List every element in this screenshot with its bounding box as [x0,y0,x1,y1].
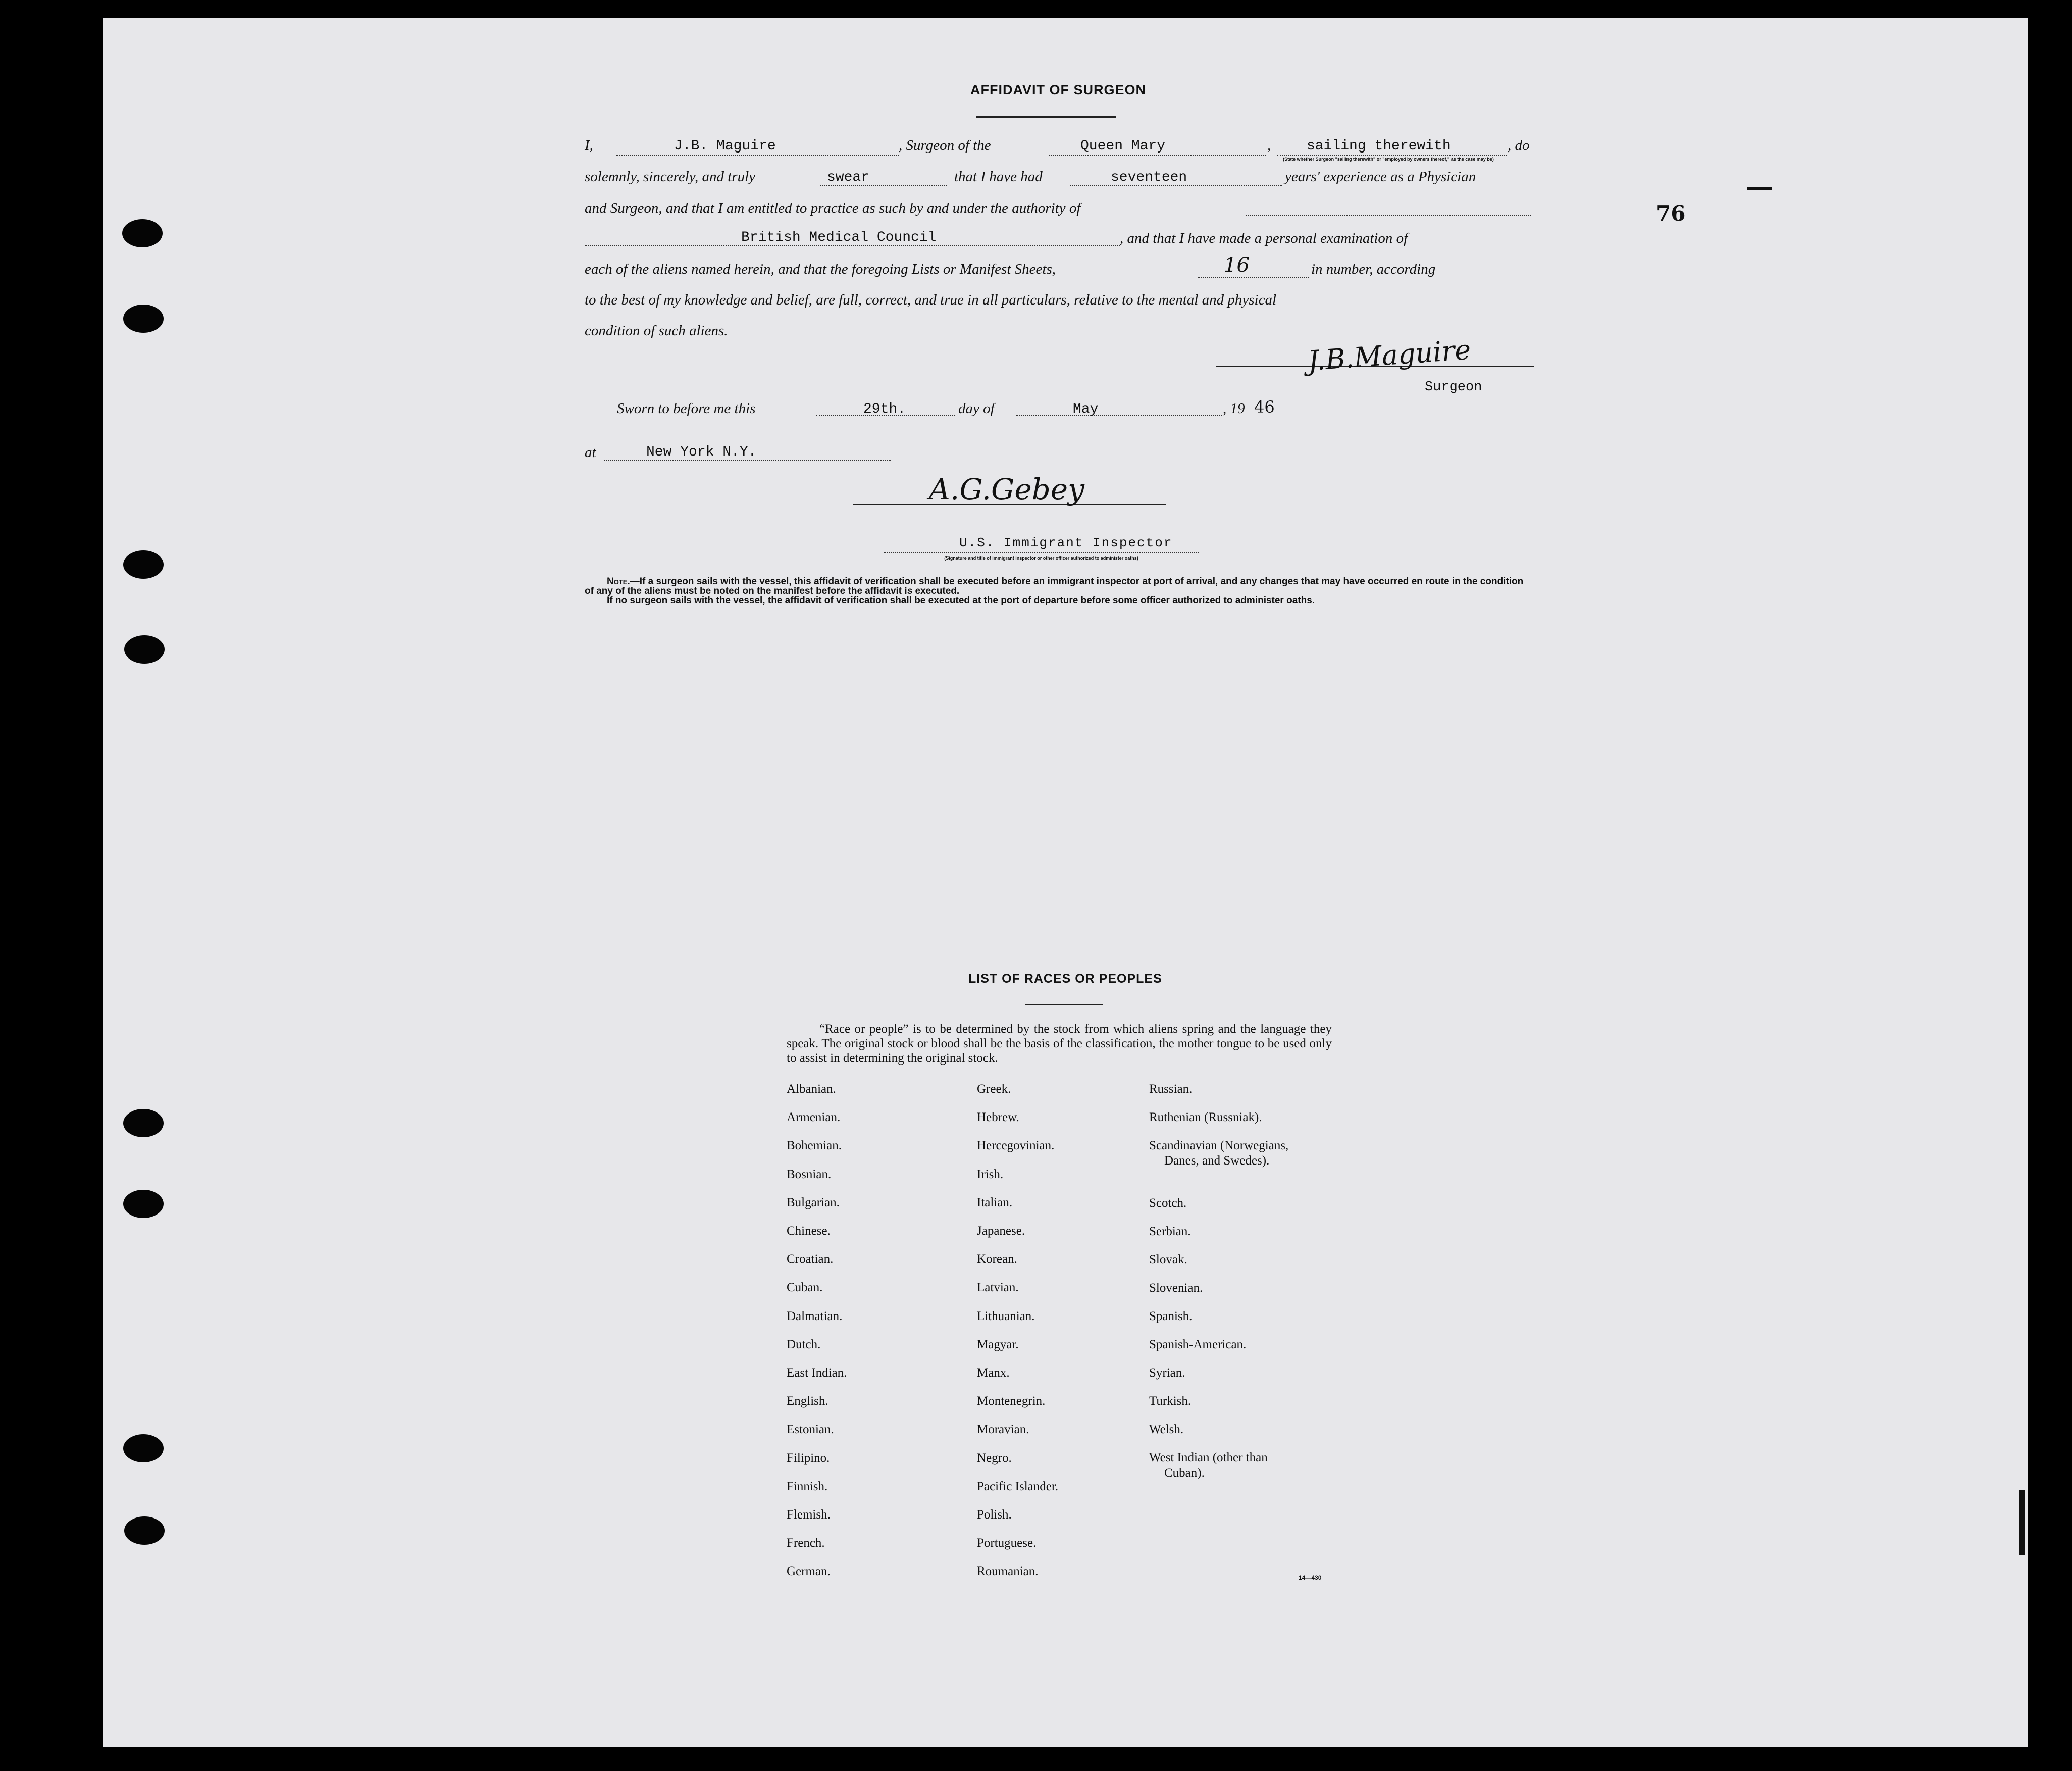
sworn-year: 46 [1254,397,1275,417]
race-item: Syrian. [1149,1366,1185,1380]
race-item: Manx. [977,1366,1010,1380]
race-item: West Indian (other than [1149,1451,1268,1464]
race-item: Montenegrin. [977,1394,1046,1408]
race-item: Cuban). [1164,1466,1205,1480]
text-do: , do [1508,137,1530,154]
race-item: Ruthenian (Russniak). [1149,1110,1262,1125]
race-item: Bohemian. [787,1139,842,1153]
status-blank [1277,155,1507,156]
race-item: Croatian. [787,1252,834,1267]
text-solemnly: solemnly, sincerely, and truly [585,169,756,185]
text-day-of: day of [958,400,995,417]
race-item: Serbian. [1149,1225,1191,1238]
race-item: Flemish. [787,1508,831,1522]
races-intro: “Race or people” is to be determined by the stock from which aliens spring and the language they speak. The original stock or blood shall be the basis of the classification, the mother tongue to be used only to assist in determining the original stock. [787,1022,1332,1065]
race-item: Negro. [977,1451,1012,1465]
race-item: Hercegovinian. [977,1139,1055,1153]
race-item: Bulgarian. [787,1195,840,1209]
race-item: Polish. [977,1508,1012,1522]
races-title-underline [1025,1004,1103,1005]
vessel-blank [1049,155,1266,156]
punch-hole [123,1190,164,1218]
race-item: Albanian. [787,1082,836,1096]
text-sworn: Sworn to before me this [617,400,756,417]
race-item: Latvian. [977,1281,1019,1295]
inspector-signature: A.G.Gebey [929,472,1084,507]
inspector-title-line [884,552,1199,553]
sheets-count: 16 [1224,254,1250,277]
form-number: 14—430 [1299,1574,1322,1581]
affidavit-title: AFFIDAVIT OF SURGEON [970,82,1146,97]
month-blank [1016,415,1222,416]
sheets-blank [1198,277,1309,278]
race-item: Korean. [977,1252,1017,1267]
race-item: Russian. [1149,1082,1193,1096]
race-item: Cuban. [787,1281,823,1295]
surgeon-title: Surgeon [1425,380,1482,395]
race-item: Finnish. [787,1479,828,1493]
race-item: Scotch. [1149,1196,1187,1210]
document-page [103,18,2028,1747]
text-years: years' experience as a Physician [1285,169,1476,185]
title-underline [976,116,1116,118]
race-item: Danes, and Swedes). [1164,1154,1270,1168]
note-paragraph-2: If no surgeon sails with the vessel, the affidavit of verification shall be executed at the port of departure before some officer authorized to administer oaths. [607,595,1315,606]
text-i: I, [585,137,593,154]
sworn-place: New York N.Y. [646,444,757,460]
race-item: German. [787,1564,831,1579]
authority-blank-b [585,245,1120,246]
note-label: Note. [607,576,630,587]
punch-hole [123,305,164,333]
race-item: Spanish. [1149,1309,1193,1323]
race-item: Bosnian. [787,1167,832,1181]
text-authority: and Surgeon, and that I am entitled to practice as such by and under the authority of [585,200,1081,216]
punch-hole [123,550,164,579]
race-item: Slovak. [1149,1253,1187,1267]
race-item: Turkish. [1149,1394,1192,1408]
oath-word: swear [827,170,870,185]
note-paragraph-1: —If a surgeon sails with the vessel, this affidavit of verification shall be executed before an immigrant inspector at port of arrival, and any changes that may have occurred en route in the condition of any of the aliens must be noted on the manifest before the affidavit is executed. [585,576,1524,596]
surgeon-name: J.B. Maguire [674,138,776,154]
years-value: seventeen [1111,170,1187,185]
race-item: Chinese. [787,1224,831,1238]
race-item: Hebrew. [977,1110,1019,1125]
race-item: Irish. [977,1167,1004,1181]
text-at: at [585,444,596,461]
sworn-day: 29th. [863,401,906,417]
text-condition: condition of such aliens. [585,323,728,339]
vessel-name: Queen Mary [1080,138,1166,154]
race-item: Japanese. [977,1224,1025,1238]
punch-hole [124,1516,165,1545]
status-instruction: (State whether Surgeon "sailing therewith" or "employed by owners thereof," as the case may be) [1283,157,1494,162]
surgeon-signature: J.B.Maguire [1307,333,1472,377]
name-blank [616,155,899,156]
text-each: each of the aliens named herein, and that the foregoing Lists or Manifest Sheets, [585,261,1056,277]
punch-hole [123,1109,164,1137]
sworn-month: May [1073,401,1099,417]
race-item: Portuguese. [977,1536,1037,1550]
inspector-instruction: (Signature and title of immigrant inspector or other officer authorized to administer oaths) [944,555,1138,561]
race-item: Armenian. [787,1110,841,1125]
race-item: Magyar. [977,1337,1019,1351]
race-item: East Indian. [787,1366,847,1380]
text-that-had: that I have had [954,169,1043,185]
text-year-prefix: , 19 [1223,400,1245,417]
race-item: English. [787,1394,828,1408]
race-item: Scandinavian (Norwegians, [1149,1139,1289,1153]
scan-mark [2019,1490,2025,1555]
race-item: Roumanian. [977,1564,1039,1579]
race-item: Slovenian. [1149,1281,1203,1295]
race-item: Italian. [977,1195,1013,1209]
text-and-that: , and that I have made a personal examination of [1120,230,1408,246]
surgeon-status: sailing therewith [1307,138,1451,154]
race-item: Welsh. [1149,1423,1184,1436]
inspector-title: U.S. Immigrant Inspector [959,535,1173,550]
race-item: Pacific Islander. [977,1479,1059,1493]
affidavit-note [585,577,1531,605]
text-best-knowledge: to the best of my knowledge and belief, are full, correct, and true in all particulars, relative to the mental and physical [585,292,1277,308]
race-item: Moravian. [977,1423,1029,1437]
punch-hole [123,1434,164,1462]
punch-hole [124,635,165,664]
races-title: LIST OF RACES OR PEOPLES [968,972,1162,986]
text-in-number: in number, according [1311,261,1436,277]
authority-value: British Medical Council [741,230,937,245]
race-item: Estonian. [787,1423,834,1437]
scan-mark [1747,187,1772,190]
race-item: Spanish-American. [1149,1338,1247,1351]
text-surgeon-of: , Surgeon of the [899,137,991,154]
race-item: Lithuanian. [977,1309,1035,1323]
race-item: Dutch. [787,1337,821,1351]
race-item: French. [787,1536,825,1550]
race-item: Filipino. [787,1451,830,1465]
comma: , [1267,137,1271,154]
punch-hole [122,219,163,247]
authority-blank-a [1246,215,1531,216]
page-number: 76 [1656,201,1686,226]
race-item: Greek. [977,1082,1011,1096]
race-item: Dalmatian. [787,1309,843,1323]
